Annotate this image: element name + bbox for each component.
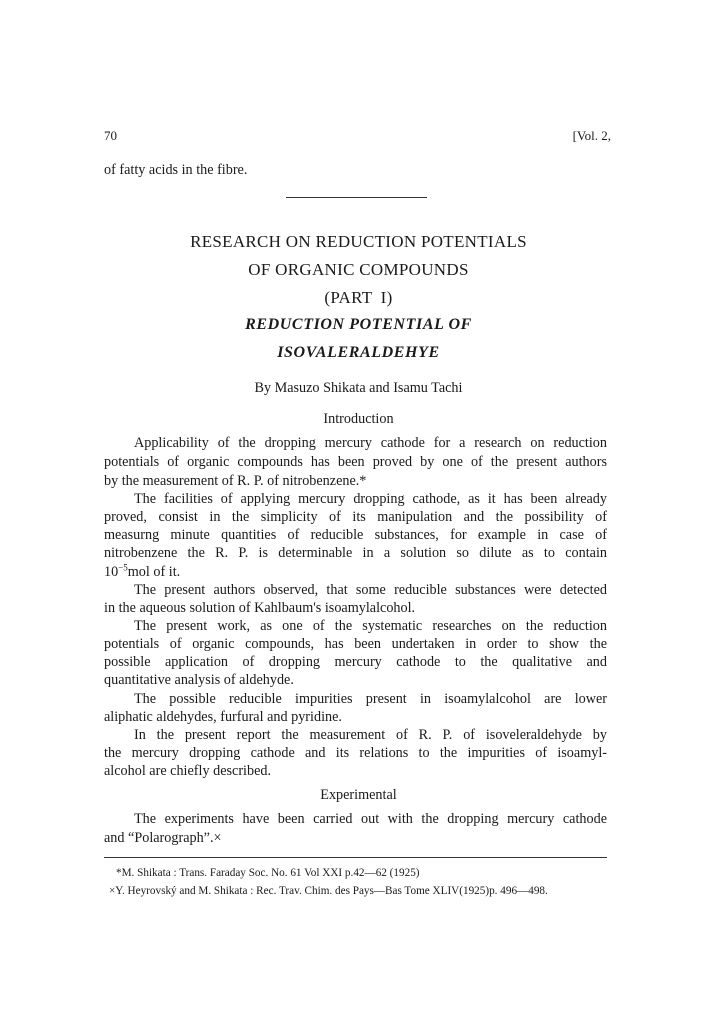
intro-line: The possible reducible impurities present in isoamylalcohol are lower (134, 691, 607, 707)
carryover-text: of fatty acids in the fibre. (104, 162, 248, 178)
concentration-base: 10 (104, 564, 119, 580)
section-divider (286, 197, 427, 198)
article-title-line-2: OF ORGANIC COMPOUNDS (248, 260, 469, 279)
intro-line: the mercury dropping cathode and its relations to the impurities of isoamyl- (104, 745, 607, 761)
intro-line-tail: mol of it. (127, 564, 181, 580)
intro-line: in the aqueous solution of Kahlbaum's isoamylalcohol. (104, 600, 416, 616)
intro-line: proved, consist in the simplicity of its manipulation and the possibility of (104, 509, 607, 525)
experimental-line: and “Polarograph”.× (104, 830, 222, 846)
heading-experimental: Experimental (320, 787, 397, 803)
intro-line: potentials of organic compounds, has been undertaken in order to show the (104, 636, 607, 652)
volume-label: [Vol. 2, (572, 128, 611, 143)
concentration-exponent: −5 (118, 562, 128, 573)
intro-line: possible application of dropping mercury cathode to the qualitative and (104, 654, 607, 670)
intro-line: quantitative analysis of aldehyde. (104, 672, 294, 688)
intro-line: The present authors observed, that some reducible substances were detected (134, 582, 607, 598)
intro-line: The present work, as one of the systematic researches on the reduction (134, 618, 607, 634)
intro-line: Applicability of the dropping mercury cathode for a research on reduction (134, 435, 607, 451)
intro-line: The facilities of applying mercury dropping cathode, as it has been already (134, 491, 607, 507)
intro-line: In the present report the measurement of R. P. of isoveleraldehyde by (134, 727, 607, 743)
intro-line: alcohol are chiefly described. (104, 763, 272, 779)
authors: By Masuzo Shikata and Isamu Tachi (254, 380, 463, 396)
experimental-line: The experiments have been carried out with the dropping mercury cathode (134, 811, 607, 827)
intro-line: by the measurement of R. P. of nitrobenzene.* (104, 473, 367, 489)
intro-line: aliphatic aldehydes, furfural and pyridine. (104, 709, 342, 725)
intro-line: measurng minute quantities of reducible substances, for example in case of (104, 527, 607, 543)
subtitle-line-2: ISOVALERALDEHYE (277, 344, 440, 361)
footnote-rule (104, 857, 607, 858)
page-number: 70 (104, 128, 117, 143)
subtitle-line-1: REDUCTION POTENTIAL OF (245, 316, 472, 333)
intro-line: potentials of organic compounds has been proved by one of the present authors (104, 454, 607, 470)
intro-line (104, 562, 607, 582)
footnote-1: *M. Shikata : Trans. Faraday Soc. No. 61 Vol XXI p.42—62 (1925) (116, 867, 420, 879)
article-title-line-1: RESEARCH ON REDUCTION POTENTIALS (190, 232, 527, 251)
footnote-2: ×Y. Heyrovský and M. Shikata : Rec. Trav. Chim. des Pays—Bas Tome XLIV(1925)p. 496—498. (109, 885, 548, 897)
article-title-part: (PART I) (324, 288, 393, 307)
heading-introduction: Introduction (323, 411, 394, 427)
intro-line: nitrobenzene the R. P. is determinable in a solution so dilute as to contain (104, 545, 607, 561)
